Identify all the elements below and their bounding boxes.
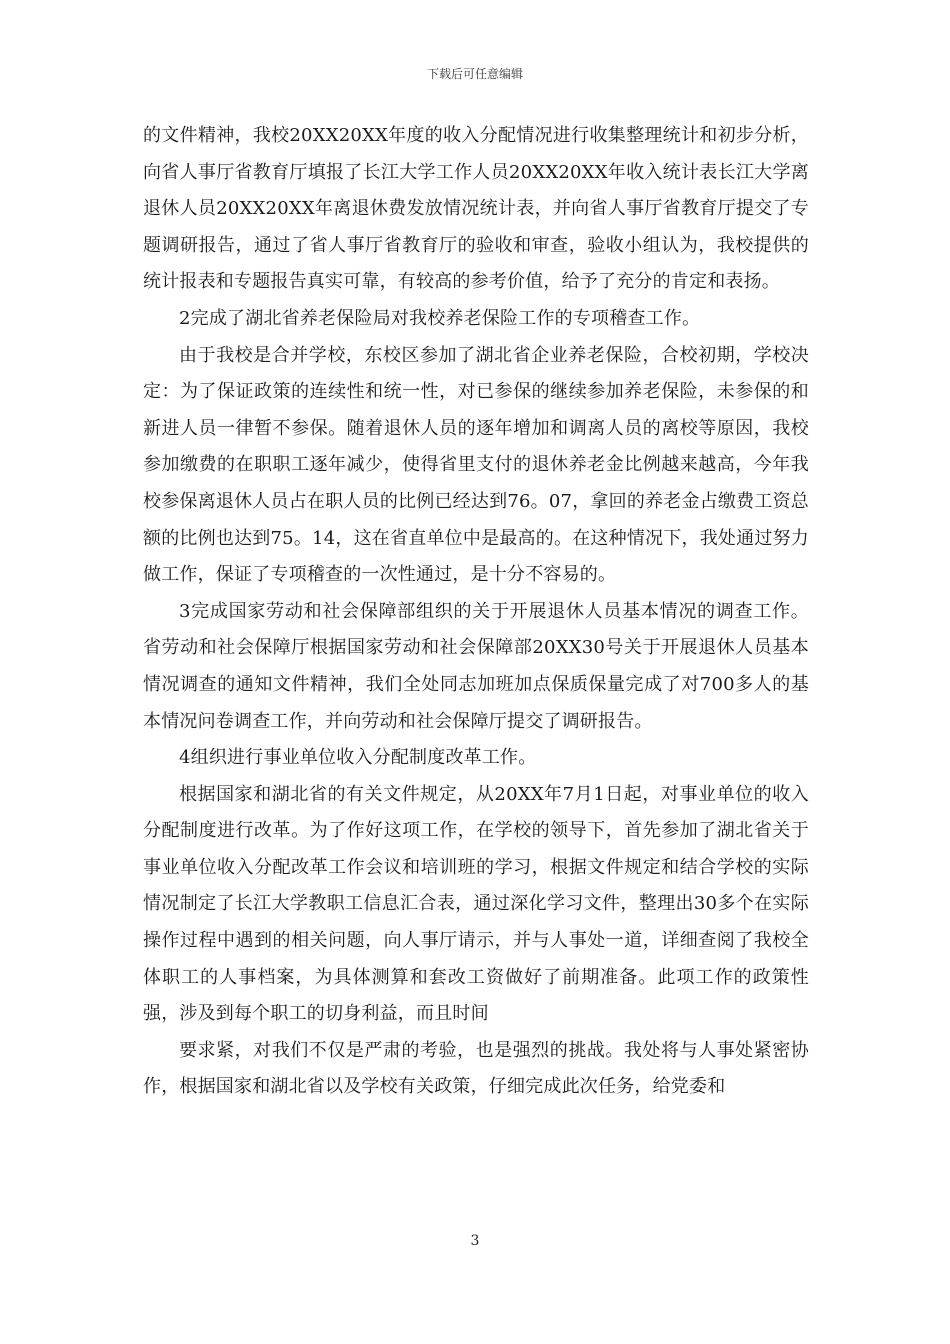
- paragraph: 由于我校是合并学校，东校区参加了湖北省企业养老保险，合校初期，学校决定：为了保证政策的连续性和统一性，对已参保的继续参加养老保险，未参保的和新进人员一律暂不参保。随着退休人员的逐年增加和调离人员的离校等原因，我校参加缴费的在职职工逐年减少，使得省里支付的退休养老金比例越来越高，今年我校参保离退休人员占在职人员的比例已经达到76。07，拿回的养老金占缴费工资总额的比例也达到75。14，这在省直单位中是最高的。在这种情况下，我处通过努力做工作，保证了专项稽查的一次性通过，是十分不容易的。: [143, 344, 809, 586]
- paragraph: 4组织进行事业单位收入分配制度改革工作。: [179, 747, 537, 769]
- paragraph: 根据国家和湖北省的有关文件规定，从20XX年7月1日起，对事业单位的收入分配制度进行改革。为了作好这项工作，在学校的领导下，首先参加了湖北省关于事业单位收入分配改革工作会议和培训班的学习，根据文件规定和结合学校的实际情况制定了长江大学教职工信息汇合表，通过深化学习文件，整理出30多个在实际操作过程中遇到的相关问题，向人事厅请示，并与人事处一道，详细查阅了我校全体职工的人事档案，为具体测算和套改工资做好了前期准备。此项工作的政策性强，涉及到每个职工的切身利益，而且时间: [143, 783, 809, 1025]
- paragraph: 3完成国家劳动和社会保障部组织的关于开展退休人员基本情况的调查工作。省劳动和社会保障厅根据国家劳动和社会保障部20XX30号关于开展退休人员基本情况调查的通知文件精神，我们全处同志加班加点保质保量完成了对700多人的基本情况问卷调查工作，并向劳动和社会保障厅提交了调研报告。: [143, 600, 809, 732]
- paragraph: 的文件精神，我校20XX20XX年度的收入分配情况进行收集整理统计和初步分析，向省人事厅省教育厅填报了长江大学工作人员20XX20XX年收入统计表长江大学离退休人员20XX20XX年离退休费发放情况统计表，并向省人事厅省教育厅提交了专题调研报告，通过了省人事厅省教育厅的验收和审查，验收小组认为，我校提供的统计报表和专题报告真实可靠，有较高的参考价值，给予了充分的肯定和表扬。: [143, 125, 809, 293]
- page-header: 下载后可任意编辑: [426, 67, 523, 81]
- document-body: [143, 118, 809, 1106]
- page-number: 3: [470, 1233, 480, 1249]
- paragraph: 2完成了湖北省养老保险局对我校养老保险工作的专项稽查工作。: [179, 307, 701, 329]
- paragraph: 要求紧，对我们不仅是严肃的考验，也是强烈的挑战。我处将与人事处紧密协作，根据国家和湖北省以及学校有关政策，仔细完成此次任务，给党委和: [143, 1039, 809, 1098]
